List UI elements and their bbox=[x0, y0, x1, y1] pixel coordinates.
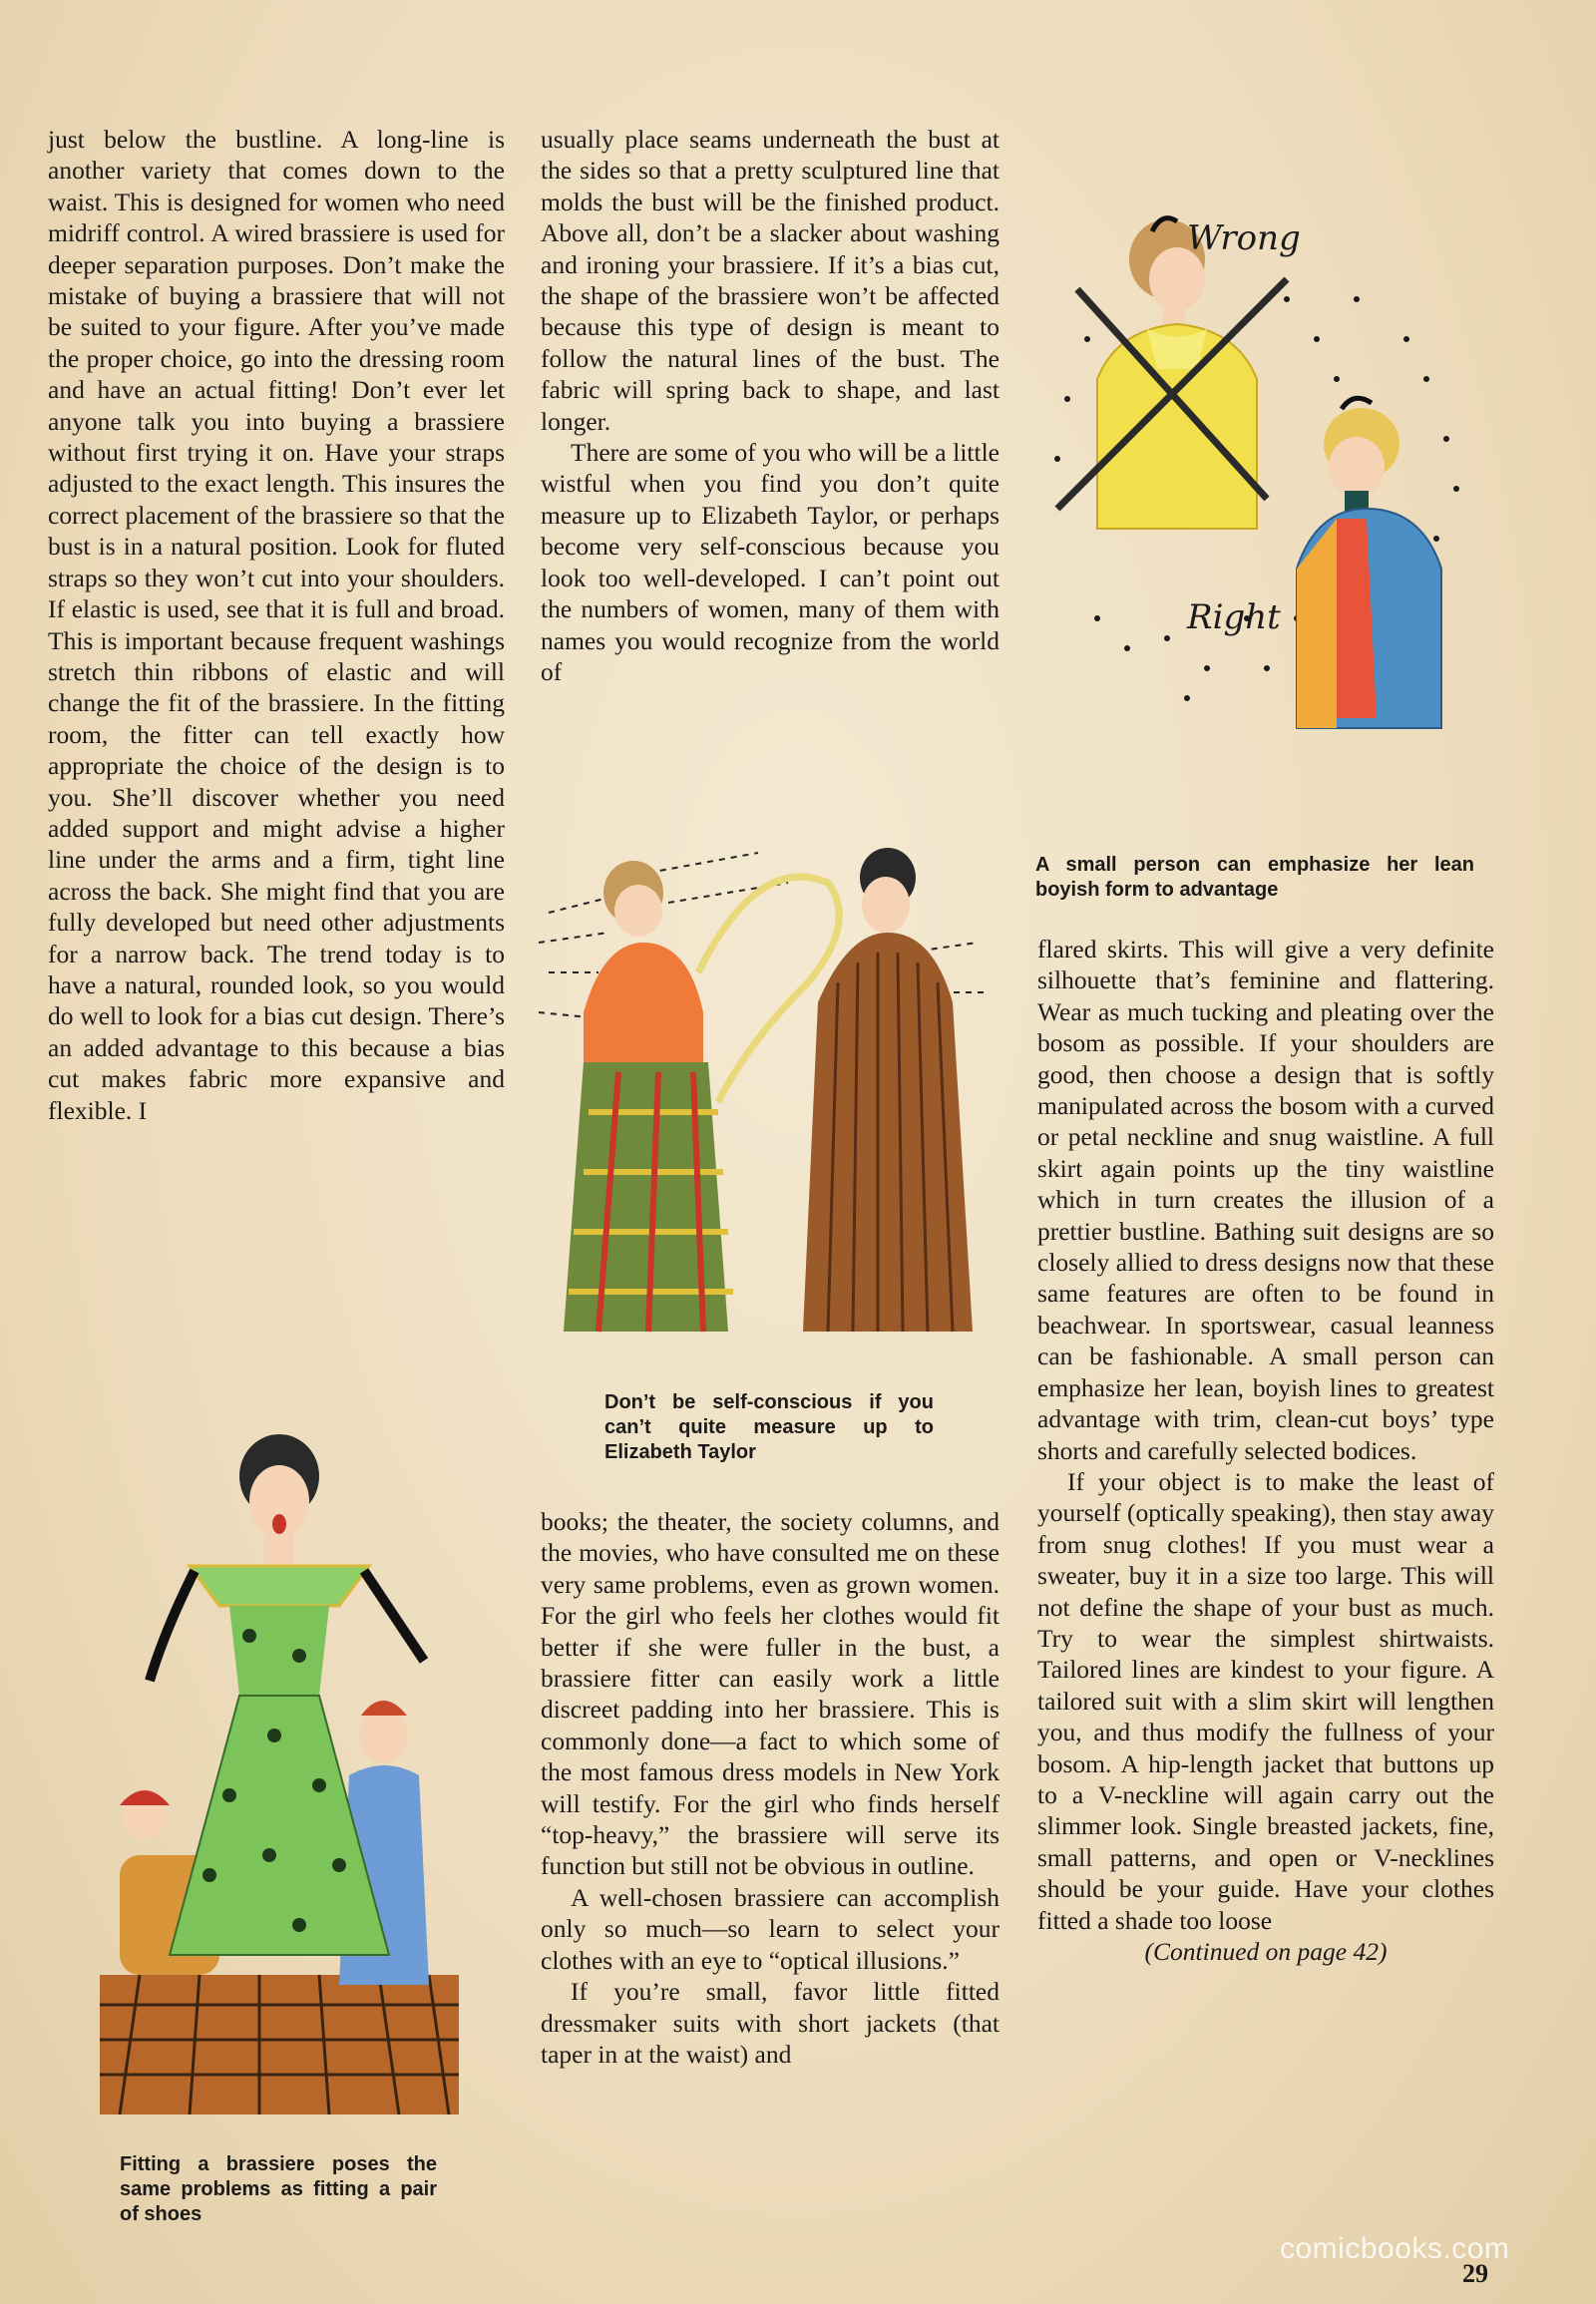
column-2-paragraph: If you’re small, favor little fitted dressmaker suits with short jackets (that taper in at the waist) and bbox=[541, 1977, 999, 2069]
column-2-top bbox=[541, 124, 999, 687]
wrong-figure bbox=[1057, 218, 1287, 529]
column-3 bbox=[1037, 934, 1494, 1967]
watermark: comicbooks.com bbox=[1280, 2232, 1510, 2265]
right-girl bbox=[803, 848, 973, 1332]
column-1-paragraph: just below the bustline. A long-line is another variety that comes down to the waist. This is designed for women who need midriff control. A wired brassiere is used for deeper separation purposes. Don’t make the mistake of buying a brassiere that will not be suited to your figure. After you’ve made the proper choice, go into the dressing room and have an actual fitting! Don’t ever let anyone talk you into buying a brassiere without first trying it on. Have your straps adjusted to the exact length. This insures the correct placement of the brassiere so that the bust is in a natural position. Look for fluted straps so they won’t cut into your shoulders. If elastic is used, see that it is full and broad. This is important because frequent washings stretch thin ribbons of elastic and will change the fit of the brassiere. In the fitting room, the fitter can tell exactly how appropriate the choice of the design is to you. She’ll discover whether you need added support and might advise a higher line under the arms and a firm, tight line across the back. She might find that you are fully developed but need other adjustments for a narrow back. The trend today is to have a natural, rounded look, so you would do well to look for a bias cut design. There’s an added advantage to this because a bias cut makes fabric more expansive and flexible. I bbox=[48, 125, 505, 1125]
right-label: Right bbox=[1187, 597, 1281, 637]
column-2-bottom bbox=[541, 1506, 999, 2070]
column-3-paragraph: flared skirts. This will give a very definite silhouette that’s feminine and flattering. Wear as much tucking and pleating over the bosom as possible. If your shoulders are good, then choose a design that is softly manipulated across the bosom with a curved or petal neckline and snug waistline. A full skirt again points up the tiny waistline which in turn creates the illusion of a prettier bustline. Bathing suit designs are so closely allied to dress designs now that these same features are often to be found in beachwear. In sportswear, casual leanness can be fashionable. A small person can emphasize her lean, boyish lines to greatest advantage with trim, clean-cut boys’ type shorts and carefully selected bodices. bbox=[1037, 935, 1494, 1465]
column-2-paragraph: usually place seams underneath the bust at the sides so that a pretty sculptured line that molds the bust will be the finished product. Above all, don’t be a slacker about washing and ironing your brassiere. If it’s a bias cut, the shape of the brassiere won’t be affected because this type of design is meant to follow the natural lines of the bust. The fabric will spring back to shape, and last longer. bbox=[541, 125, 999, 436]
fitting-illustration bbox=[100, 1416, 459, 2114]
column-2-paragraph: books; the theater, the society columns, and the movies, who have consulted me on these very same problems, even as grown women. For the girl who feels her clothes would fit better if she were fuller in the bust, a brassiere fitter can easily work a little discreet padding into her brassiere. This is commonly done—a fact to which some of the most famous dress models in New York will testify. For the girl who finds herself “top-heavy,” the brassiere will serve its function but still not be obvious in outline. bbox=[541, 1507, 999, 1881]
caption-right-wrong: A small person can emphasize her lean boyish form to advantage bbox=[1035, 854, 1474, 901]
wrong-right-illustration bbox=[1037, 199, 1476, 768]
column-3-paragraph: If your object is to make the least of yourself (optically speaking), then stay away from snug clothes! If you must wear a sweater, buy it in a size too large. This will not define the shape of your bust as much. Try to wear the simplest shirtwaists. Tailored lines are kindest to your figure. A tailored suit with a slim skirt will lengthen you, and thus modify the fullness of your bosom. A hip-length jacket that buttons up to a V-neckline will again carry out the slimmer look. Single breasted jackets, fine, small patterns, and open or V-necklines should be your guide. Have your clothes fitted a shade too loose bbox=[1037, 1466, 1494, 1935]
column-1 bbox=[48, 124, 505, 1126]
measuring-tape-illustration bbox=[529, 833, 998, 1351]
caption-measure: Don’t be self-conscious if you can’t quite measure up to Elizabeth Taylor bbox=[604, 1391, 934, 1463]
column-2-paragraph: A well-chosen brassiere can accomplish only so much—so learn to select your clothes with an eye to “optical illusions.” bbox=[541, 1882, 999, 1975]
page-number: 29 bbox=[1462, 2259, 1488, 2288]
right-figure bbox=[1297, 398, 1441, 728]
left-girl bbox=[564, 861, 733, 1332]
checkered-floor bbox=[100, 1975, 459, 2114]
caption-fitting: Fitting a brassiere poses the same problems as fitting a pair of shoes bbox=[120, 2153, 437, 2225]
column-2-paragraph: There are some of you who will be a little wistful when you find you don’t quite measure up to Elizabeth Taylor, or perhaps become very self-conscious because you look too well-developed. I can’t point out the numbers of women, many of them with names you would recognize from the world of bbox=[541, 438, 999, 686]
continued-note: (Continued on page 42) bbox=[1144, 1937, 1388, 1966]
wrong-label: Wrong bbox=[1187, 218, 1301, 258]
